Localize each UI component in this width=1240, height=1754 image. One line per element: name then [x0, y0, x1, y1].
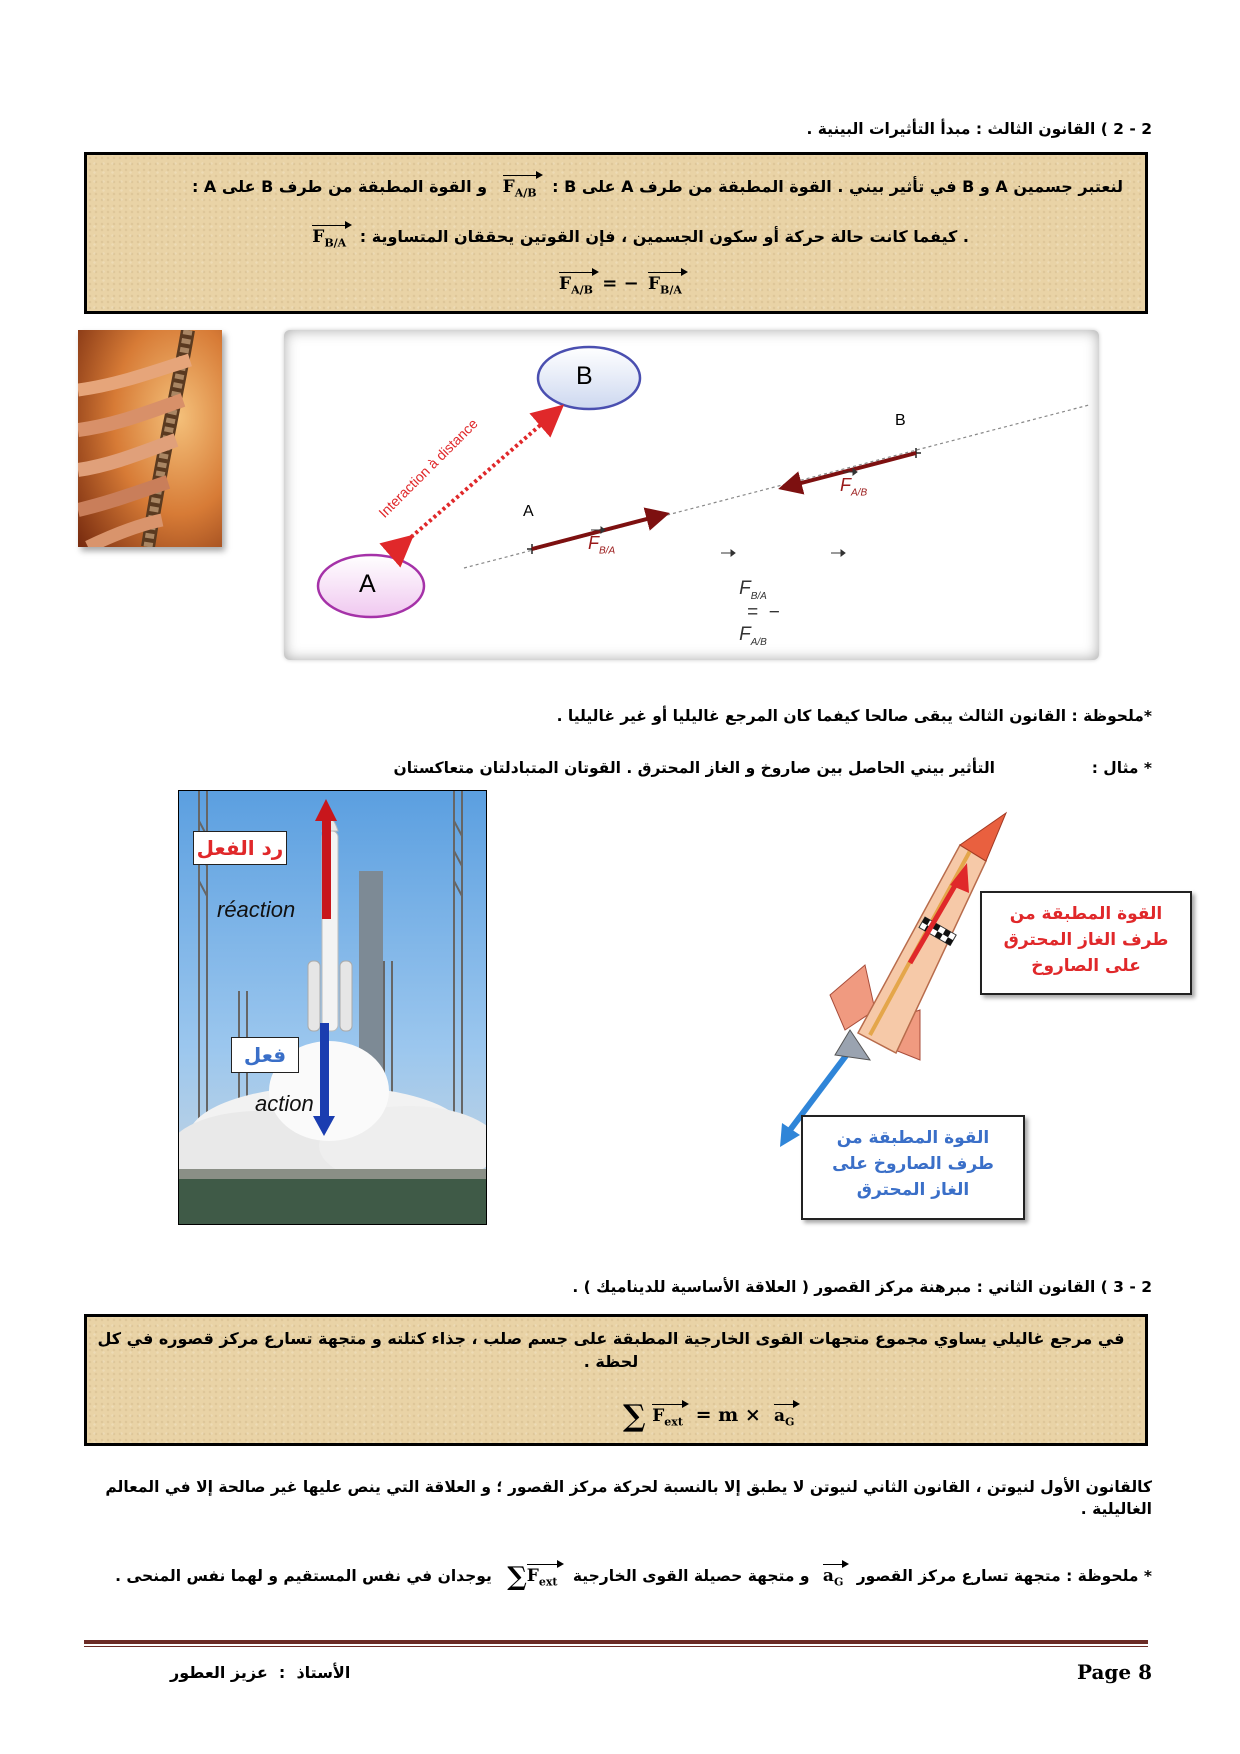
- reaction-arabic-label: رد الفعل: [193, 831, 287, 865]
- point-a-label: A: [523, 503, 534, 520]
- third-law-line-1: لنعتبر جسمين A و B في تأثير بيني . القوة المطبقة من طرف A على B : $F_{A/B}$ و القوة المطبقة من طرف B على A :: [192, 177, 1123, 203]
- interaction-label: Interaction à distance: [375, 415, 481, 521]
- note-third-law: *ملحوظة : القانون الثالث يبقى صالحا كيفما كان المرجع غاليليا أو غير غاليليا .: [556, 707, 1152, 725]
- interaction-diagram: [284, 330, 1099, 660]
- force-on-gas-box: القوة المطبقة من طرف الصاروخ على الغاز المحترق: [801, 1115, 1025, 1220]
- rocket-launch-photo: [178, 790, 487, 1225]
- example-label: * مثال :: [1091, 759, 1152, 777]
- third-law-equation: $F_{A/B}$ = − $F_{B/A}$: [559, 273, 682, 297]
- action-arabic-label: فعل: [231, 1037, 299, 1073]
- force-on-rocket-box: القوة المطبقة من طرف الغاز المحترق على الصاروخ: [980, 891, 1192, 995]
- second-law-text: في مرجع غاليلي يساوي مجموع متجهات القوى الخارجية المطبقة على جسم صلب ، جذاء كتلته و متجهة تسارع مركز قصوره في كل لحظة .: [97, 1329, 1125, 1371]
- ellipse-b-label: B: [576, 362, 593, 390]
- footer-rule: [84, 1640, 1148, 1644]
- label-f-b-a: $F_{B/A}$: [588, 533, 616, 557]
- third-law-box: [84, 152, 1148, 314]
- section-title-third-law: 2 - 2 ) القانون الثالث : مبدأ التأثيرات البينية .: [806, 120, 1152, 138]
- second-law-paragraph: كالقانون الأول لنيوتن ، القانون الثاني لنيوتن لا يطبق إلا بالنسبة لحركة مركز القصور ؛ و العلاقة التي ينص عليها غير صالحة إلا في المعالم الغاليلية .: [105, 1478, 1152, 1518]
- reaction-arrow: [322, 819, 331, 919]
- footer-rule-thin: [84, 1646, 1148, 1647]
- author: الأستاذ : عزيز العطور: [170, 1663, 351, 1682]
- action-arrow: [320, 1023, 329, 1121]
- section-title-second-law: 2 - 3 ) القانون الثاني : مبرهنة مركز القصور ( العلاقة الأساسية للديناميك ) .: [572, 1278, 1152, 1296]
- reaction-french-label: réaction: [217, 897, 296, 922]
- rocket-diagram: [770, 805, 1210, 1225]
- second-law-equation: ∑ $F_{ext} = m \times a_G$: [623, 1399, 795, 1434]
- ellipse-a-label: A: [359, 570, 376, 598]
- vector-f-a-b: $F_{A/B}$: [503, 177, 537, 203]
- note-second-law: * ملحوظة : متجهة تسارع مركز القصور $a_G$ و متجهة حصيلة القوى الخارجية $\sum F_{ext}$ يوجدان في نفس المستقيم و لهما نفس المنحى .: [115, 1562, 1152, 1592]
- vector-f-b-a: $F_{B/A}$: [312, 227, 346, 253]
- third-law-line-2: . كيفما كانت حالة حركة أو سكون الجسمين ، فإن القوتين يحققان المتساوية : $F_{B/A}$: [312, 227, 969, 253]
- rope-hands-image: [78, 330, 222, 547]
- point-b-label: B: [895, 412, 906, 429]
- label-f-a-b: $F_{A/B}$: [840, 475, 868, 499]
- example-text: التأثير بيني الحاصل بين صاروخ و الغاز المحترق . القوتان المتبادلتان متعاكستان: [393, 759, 995, 777]
- diagram-equation: $F_{B/A}$ = − $F_{A/B}$: [739, 578, 780, 648]
- page-number: Page 8: [1076, 1660, 1152, 1684]
- action-french-label: action: [255, 1091, 314, 1116]
- second-law-box: [84, 1314, 1148, 1446]
